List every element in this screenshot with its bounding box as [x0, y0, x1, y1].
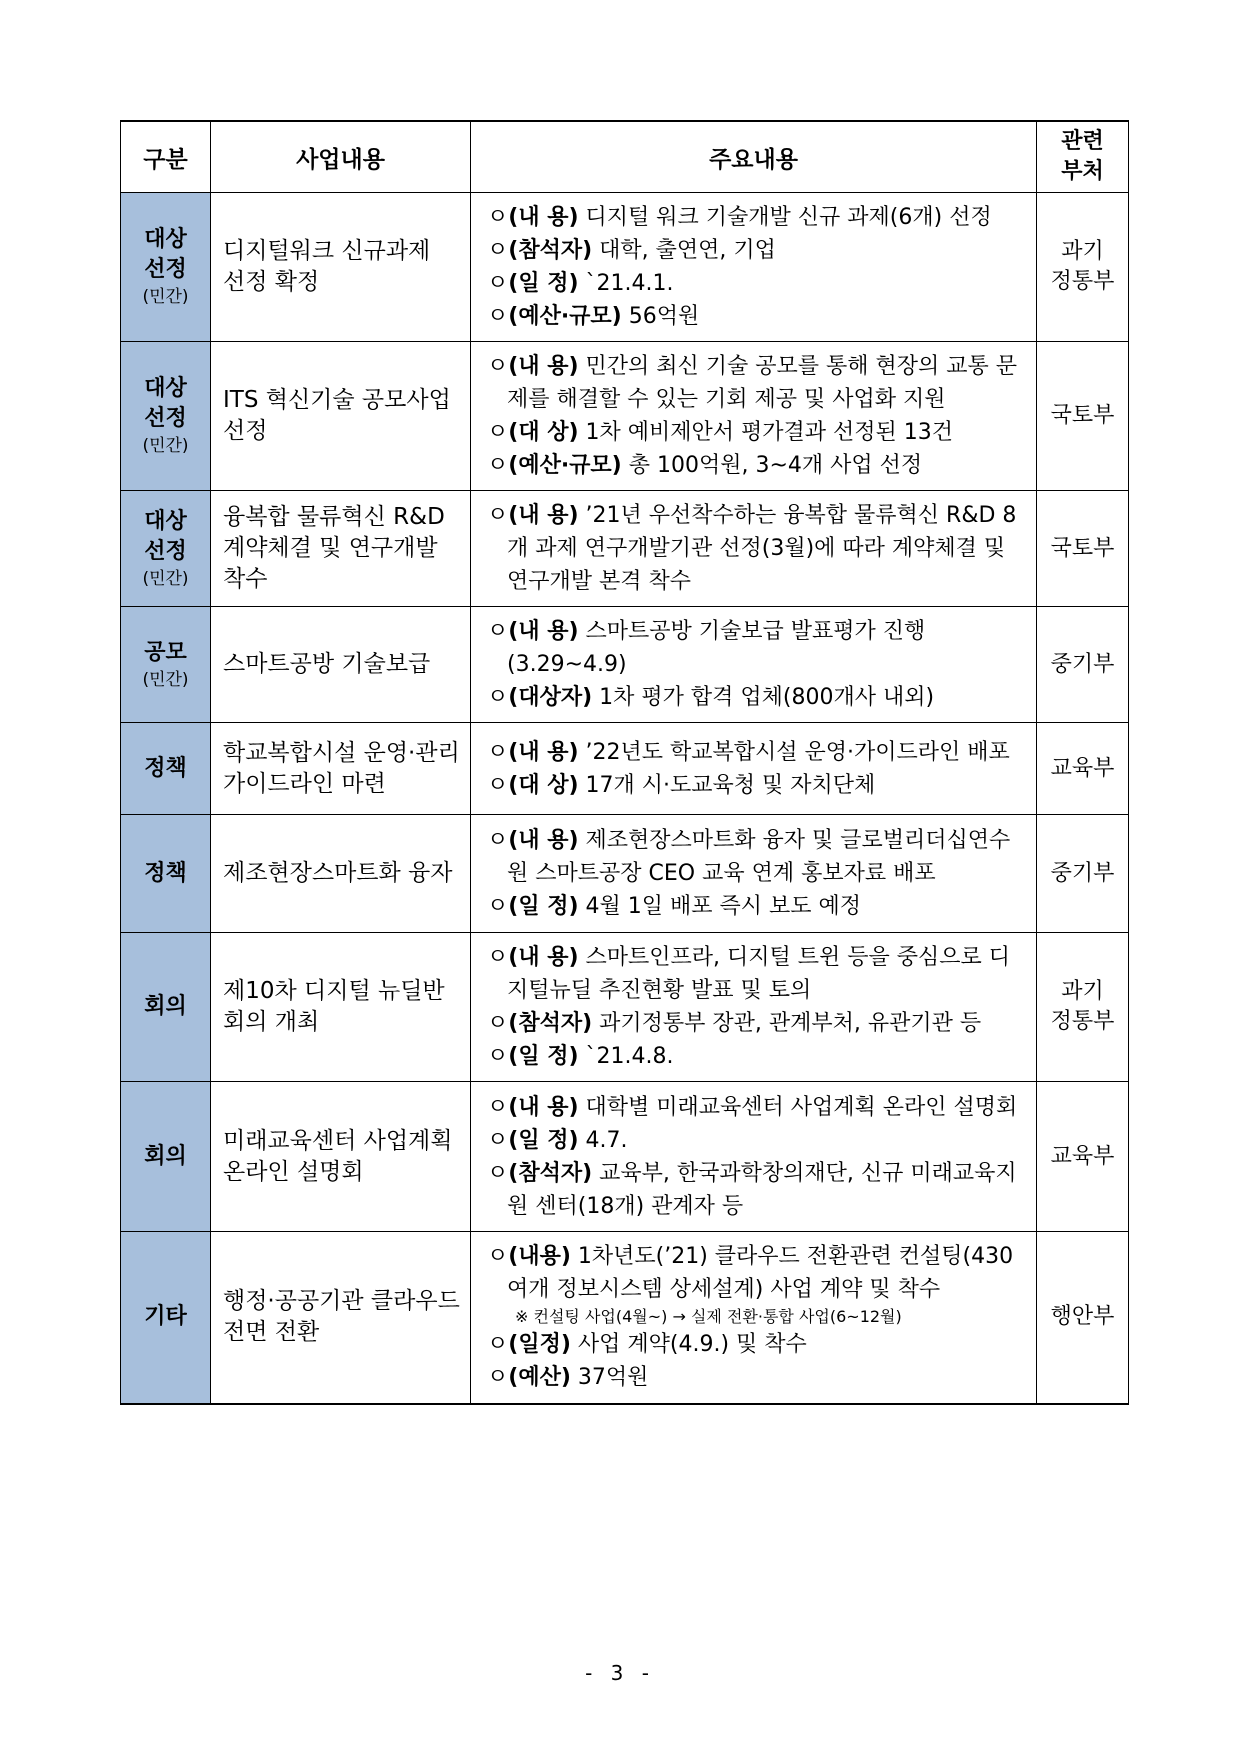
item-text: 1차년도(’21) 클라우드 전환관련 컨설팅(430여개 정보시스템 상세설계) 사업 계약 및 착수: [507, 1244, 1014, 1303]
content-item: [487, 201, 1028, 234]
bullet-mark: ㅇ: [487, 1044, 509, 1069]
project-line: 선정 확정: [223, 269, 320, 295]
item-text: 56억원: [621, 304, 700, 329]
content-cell: [471, 1082, 1037, 1232]
header-dept-line1: 관련: [1061, 129, 1104, 154]
header-project: 사업내용: [211, 121, 471, 193]
category-label: 정책: [144, 755, 187, 781]
item-text: 교육부, 한국과학창의재단, 신규 미래교육지원 센터(18개) 관계자 등: [507, 1160, 1017, 1219]
department-cell: [1037, 933, 1129, 1082]
content-item: [487, 736, 1028, 769]
item-label: (대 상): [508, 772, 579, 798]
content-item: [487, 1157, 1028, 1223]
item-label: (일 정): [508, 271, 579, 296]
item-label: (일 정): [508, 1127, 579, 1153]
content-item: [487, 1328, 1028, 1361]
category-label: 대상: [144, 227, 187, 252]
item-label: (일정): [508, 1332, 571, 1358]
category-label: 공모: [144, 639, 187, 665]
bullet-mark: ㅇ: [487, 304, 509, 329]
item-label: (참석자): [508, 238, 593, 263]
item-label: (내 용): [508, 1094, 579, 1120]
item-label: (예산·규모): [508, 304, 622, 329]
department-line: 국토부: [1050, 535, 1115, 561]
project-line: ITS 혁신기술 공모사업: [223, 387, 451, 413]
bullet-mark: ㅇ: [487, 420, 509, 445]
bullet-mark: ㅇ: [487, 1365, 509, 1391]
category-label: 선정: [144, 538, 187, 564]
item-text: 4.7.: [578, 1127, 628, 1153]
category-label: 정책: [144, 860, 187, 886]
schedule-table: [120, 120, 1129, 1405]
department-line: 국토부: [1050, 403, 1115, 428]
bullet-mark: ㅇ: [487, 828, 509, 853]
bullet-mark: ㅇ: [487, 503, 509, 528]
project-cell: [211, 815, 471, 933]
item-text: ’22년도 학교복합시설 운영·가이드라인 배포: [578, 739, 1010, 765]
content-item: [487, 300, 1028, 333]
content-item: [487, 1361, 1028, 1394]
category-label: 선정: [144, 257, 187, 282]
content-cell: [471, 723, 1037, 815]
bullet-mark: ㅇ: [487, 1127, 509, 1153]
item-text: 대학별 미래교육센터 사업계획 온라인 설명회: [578, 1094, 1018, 1120]
item-label: (내 용): [508, 619, 579, 644]
bullet-mark: ㅇ: [487, 238, 509, 263]
content-cell: [471, 815, 1037, 933]
category-cell: [121, 491, 211, 607]
table-row: [121, 815, 1129, 933]
category-cell: [121, 342, 211, 491]
table-row: [121, 193, 1129, 342]
project-cell: [211, 193, 471, 342]
bullet-mark: ㅇ: [487, 453, 509, 478]
item-label: (일 정): [508, 1044, 579, 1069]
header-dept-line2: 부처: [1061, 159, 1104, 184]
bullet-mark: ㅇ: [487, 685, 509, 710]
department-line: 중기부: [1050, 651, 1115, 677]
department-cell: [1037, 1232, 1129, 1404]
department-line: 교육부: [1050, 1143, 1115, 1169]
project-line: 착수: [223, 566, 268, 592]
content-item: [487, 890, 1028, 923]
item-text: 1차 예비제안서 평가결과 선정된 13건: [578, 420, 954, 445]
content-item: [487, 941, 1028, 1007]
item-label: (대 상): [508, 420, 579, 445]
category-label: 대상: [144, 508, 187, 534]
item-label: (내 용): [508, 945, 579, 970]
bullet-mark: ㅇ: [487, 1011, 509, 1036]
item-text: 스마트공방 기술보급 발표평가 진행(3.29~4.9): [507, 619, 926, 677]
category-label: 회의: [144, 1143, 187, 1169]
category-cell: [121, 933, 211, 1082]
item-text: 대학, 출연연, 기업: [592, 238, 776, 263]
table-row: [121, 607, 1129, 723]
department-line: 교육부: [1050, 755, 1115, 781]
category-cell: [121, 1082, 211, 1232]
bullet-mark: ㅇ: [487, 1094, 509, 1120]
item-text: 사업 계약(4.9.) 및 착수: [570, 1332, 807, 1358]
department-line: 정통부: [1050, 269, 1115, 294]
project-cell: [211, 933, 471, 1082]
item-label: (일 정): [508, 894, 579, 919]
project-line: 가이드라인 마련: [223, 770, 386, 797]
item-text: 1차 평가 합격 업체(800개사 내외): [592, 685, 935, 710]
content-cell: [471, 193, 1037, 342]
department-cell: [1037, 193, 1129, 342]
bullet-mark: ㅇ: [487, 739, 509, 765]
item-text: `21.4.1.: [578, 271, 674, 296]
item-text: 37억원: [570, 1365, 649, 1391]
department-line: 행안부: [1050, 1304, 1115, 1330]
table-row: [121, 342, 1129, 491]
category-sublabel: (민간): [142, 669, 189, 690]
item-text: 제조현장스마트화 융자 및 글로벌리더십연수원 스마트공장 CEO 교육 연계 홍보자료 배포: [507, 828, 1011, 886]
project-cell: [211, 723, 471, 815]
table-header-row: [121, 121, 1129, 193]
category-sublabel: (민간): [142, 436, 189, 456]
table-row: [121, 1232, 1129, 1404]
item-label: (내 용): [508, 503, 579, 528]
category-cell: [121, 193, 211, 342]
bullet-mark: ㅇ: [487, 619, 509, 644]
category-label: 대상: [144, 376, 187, 401]
item-label: (내 용): [508, 739, 579, 765]
department-line: 중기부: [1050, 860, 1115, 886]
project-line: 제10차 디지털 뉴딜반: [223, 978, 445, 1004]
item-label: (참석자): [508, 1011, 593, 1036]
table-row: [121, 933, 1129, 1082]
item-text: 스마트인프라, 디지털 트윈 등을 중심으로 디지털뉴딜 추진현황 발표 및 토의: [507, 945, 1011, 1003]
category-cell: [121, 815, 211, 933]
content-item: [487, 1240, 1028, 1306]
item-text: `21.4.8.: [578, 1044, 674, 1069]
table-body: [121, 193, 1129, 1404]
project-line: 미래교육센터 사업계획: [223, 1127, 453, 1154]
project-line: 온라인 설명회: [223, 1158, 364, 1185]
project-line: 선정: [223, 418, 268, 444]
header-category: 구분: [121, 121, 211, 193]
item-label: (내 용): [508, 828, 579, 853]
project-line: 학교복합시설 운영·관리: [223, 739, 460, 766]
header-content: 주요내용: [471, 121, 1037, 193]
project-line: 스마트공방 기술보급: [223, 651, 431, 677]
department-cell: [1037, 1082, 1129, 1232]
bullet-mark: ㅇ: [487, 894, 509, 919]
item-text: 과기정통부 장관, 관계부처, 유관기관 등: [592, 1011, 982, 1036]
content-item: [487, 1040, 1028, 1073]
content-item: [487, 416, 1028, 449]
item-label: (대상자): [508, 685, 593, 710]
content-item: [487, 234, 1028, 267]
content-cell: [471, 1232, 1037, 1404]
item-text: 4월 1일 배포 즉시 보도 예정: [578, 894, 862, 919]
content-item: [487, 615, 1028, 681]
project-line: 융복합 물류혁신 R&D: [223, 504, 445, 530]
page-number: - 3 -: [585, 1661, 655, 1685]
category-cell: [121, 1232, 211, 1404]
bullet-mark: ㅇ: [487, 205, 509, 230]
content-item: [487, 267, 1028, 300]
bullet-mark: ㅇ: [487, 354, 509, 379]
category-cell: [121, 723, 211, 815]
project-cell: [211, 1232, 471, 1404]
project-line: 디지털워크 신규과제: [223, 238, 431, 264]
category-label: 기타: [144, 1304, 187, 1330]
item-text: ’21년 우선착수하는 융복합 물류혁신 R&D 8개 과제 연구개발기관 선정(3월)에 따라 계약체결 및 연구개발 본격 착수: [507, 503, 1017, 594]
content-item: [487, 449, 1028, 482]
content-item: [487, 769, 1028, 802]
content-item: [487, 681, 1028, 714]
content-item: [487, 824, 1028, 890]
content-item: [487, 350, 1028, 416]
table-row: [121, 491, 1129, 607]
content-cell: [471, 491, 1037, 607]
item-text: 17개 시·도교육청 및 자치단체: [578, 772, 876, 798]
department-line: 과기: [1061, 239, 1104, 264]
project-line: 회의 개최: [223, 1009, 320, 1035]
item-text: 디지털 워크 기술개발 신규 과제(6개) 선정: [578, 205, 992, 230]
item-text: 민간의 최신 기술 공모를 통해 현장의 교통 문제를 해결할 수 있는 기회 제공 및 사업화 지원: [507, 354, 1018, 412]
item-label: (내용): [508, 1244, 571, 1270]
project-line: 행정·공공기관 클라우드: [223, 1288, 460, 1315]
project-cell: [211, 491, 471, 607]
project-cell: [211, 1082, 471, 1232]
table-row: [121, 1082, 1129, 1232]
project-line: 제조현장스마트화 융자: [223, 860, 453, 886]
content-item: [487, 1124, 1028, 1157]
item-label: (예산·규모): [508, 453, 622, 478]
content-cell: [471, 607, 1037, 723]
content-cell: [471, 342, 1037, 491]
category-cell: [121, 607, 211, 723]
content-item: [487, 1091, 1028, 1124]
content-note: ※ 컨설팅 사업(4월~) → 실제 전환·통합 사업(6~12월): [515, 1307, 902, 1327]
department-cell: [1037, 607, 1129, 723]
category-label: 회의: [144, 994, 187, 1019]
category-sublabel: (민간): [142, 287, 189, 307]
bullet-mark: ㅇ: [487, 1244, 509, 1270]
bullet-mark: ㅇ: [487, 271, 509, 296]
bullet-mark: ㅇ: [487, 1160, 509, 1186]
project-cell: [211, 342, 471, 491]
header-dept: [1037, 121, 1129, 193]
content-cell: [471, 933, 1037, 1082]
category-sublabel: (민간): [142, 568, 189, 589]
department-cell: [1037, 815, 1129, 933]
project-line: 전면 전환: [223, 1319, 320, 1346]
item-label: (예산): [508, 1365, 571, 1391]
department-cell: [1037, 491, 1129, 607]
category-label: 선정: [144, 406, 187, 431]
item-label: (내 용): [508, 354, 579, 379]
bullet-mark: ㅇ: [487, 945, 509, 970]
item-label: (참석자): [508, 1160, 593, 1186]
content-item: [487, 1007, 1028, 1040]
department-cell: [1037, 342, 1129, 491]
department-cell: [1037, 723, 1129, 815]
content-item: [487, 499, 1028, 598]
item-text: 총 100억원, 3~4개 사업 선정: [621, 453, 923, 478]
bullet-mark: ㅇ: [487, 772, 509, 798]
department-line: 정통부: [1050, 1009, 1115, 1034]
bullet-mark: ㅇ: [487, 1332, 509, 1358]
item-label: (내 용): [508, 205, 579, 230]
project-cell: [211, 607, 471, 723]
project-line: 계약체결 및 연구개발: [223, 535, 438, 561]
table-row: [121, 723, 1129, 815]
department-line: 과기: [1061, 979, 1104, 1004]
